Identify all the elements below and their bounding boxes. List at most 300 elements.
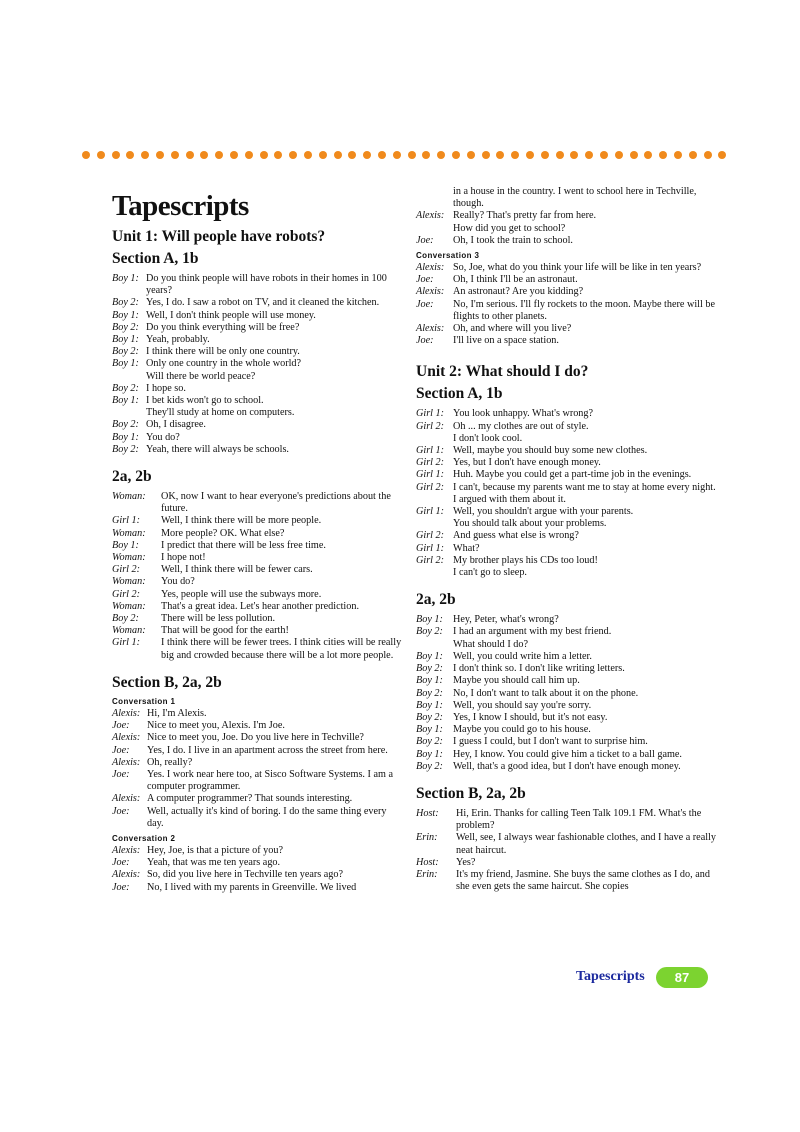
line-text: And guess what else is wrong?	[453, 530, 579, 542]
line-text: Well, that's a good idea, but I don't have enough money.	[453, 760, 681, 772]
line-text: Maybe you should call him up.	[453, 675, 580, 687]
speaker-label	[416, 186, 453, 210]
speaker-label: Alexis:	[112, 732, 141, 744]
line-text: Hi, I'm Alexis.	[147, 707, 207, 719]
orange-dot	[334, 151, 342, 159]
line-text: That's a great idea. Let's hear another prediction.	[161, 600, 359, 612]
dialogue-line	[416, 675, 716, 687]
speaker-label: Boy 1:	[416, 650, 443, 662]
line-text: Oh, I think I'll be an astronaut.	[453, 274, 578, 286]
dialogue-line	[112, 334, 404, 346]
dialogue-block	[112, 845, 404, 894]
line-text: An astronaut? Are you kidding?	[453, 286, 584, 298]
page-title: Tapescripts	[112, 190, 249, 222]
speaker-label: Joe:	[416, 274, 434, 286]
speaker-label: Alexis:	[112, 793, 141, 805]
line-text: Oh, I took the train to school.	[453, 234, 573, 246]
orange-dot	[274, 151, 282, 159]
dialogue-line	[416, 482, 716, 506]
dialogue-line	[112, 273, 404, 297]
speaker-label	[416, 639, 453, 651]
line-text: I don't think so. I don't like writing letters.	[453, 663, 625, 675]
speaker-label: Joe:	[112, 768, 130, 780]
line-text: in a house in the country. I went to school here in Techville, though.	[453, 186, 697, 210]
dialogue-line	[416, 614, 716, 626]
unit2-title: Unit 2: What should I do?	[416, 363, 589, 381]
line-text: Maybe you could go to his house.	[453, 724, 591, 736]
orange-dot	[112, 151, 120, 159]
dialogue-line	[416, 626, 716, 638]
orange-dot	[659, 151, 667, 159]
line-text: Well, maybe you should buy some new clothes.	[453, 445, 648, 457]
speaker-label: Boy 2:	[416, 626, 443, 638]
dialogue-line	[112, 793, 404, 805]
dialogue-line	[416, 421, 716, 433]
line-text: I don't look cool.	[453, 432, 523, 444]
line-text: There will be less pollution.	[161, 613, 276, 625]
dialogue-line	[416, 518, 716, 530]
speaker-label: Boy 1:	[416, 614, 443, 626]
orange-dot	[200, 151, 208, 159]
dialogue-line	[112, 528, 404, 540]
orange-dot	[541, 151, 549, 159]
speaker-label: Joe:	[112, 857, 130, 869]
speaker-label: Alexis:	[416, 262, 445, 274]
dialogue-line	[416, 639, 716, 651]
orange-dot	[437, 151, 445, 159]
dialogue-line	[416, 323, 716, 335]
orange-dot	[82, 151, 90, 159]
orange-dot	[245, 151, 253, 159]
dialogue-line	[112, 564, 404, 576]
speaker-label: Boy 1:	[416, 724, 443, 736]
line-text: You do?	[161, 576, 195, 588]
line-text: Well, you could write him a letter.	[453, 650, 592, 662]
speaker-label	[112, 371, 146, 383]
dialogue-line	[416, 663, 716, 675]
line-text: I had an argument with my best friend.	[453, 626, 612, 638]
dialogue-line	[416, 543, 716, 555]
dialogue-line	[416, 700, 716, 712]
speaker-label: Boy 1:	[416, 675, 443, 687]
line-text: Well, I think there will be fewer cars.	[161, 564, 313, 576]
line-text: I can't, because my parents want me to stay at home every night. I argued with them about it.	[453, 481, 716, 505]
line-text: You look unhappy. What's wrong?	[453, 408, 594, 420]
dialogue-line	[416, 262, 716, 274]
dialogue-line	[112, 589, 404, 601]
speaker-label: Girl 1:	[416, 506, 445, 518]
dialogue-line	[112, 757, 404, 769]
dialogue-line	[112, 346, 404, 358]
dialogue-line	[112, 383, 404, 395]
dialogue-line	[112, 419, 404, 431]
dialogue-block	[416, 186, 716, 247]
orange-dot	[496, 151, 504, 159]
unit2-2a2b-title: 2a, 2b	[416, 591, 456, 609]
speaker-label: Girl 2:	[416, 420, 445, 432]
orange-dot	[260, 151, 268, 159]
line-text: Well, I don't think people will use money.	[146, 309, 316, 321]
speaker-label: Alexis:	[416, 210, 445, 222]
speaker-label: Joe:	[112, 720, 130, 732]
dialogue-line	[112, 310, 404, 322]
speaker-label: Boy 2:	[112, 382, 139, 394]
speaker-label: Boy 1:	[112, 539, 139, 551]
line-text: Will there be world peace?	[146, 370, 256, 382]
line-text: Do you think people will have robots in their homes in 100 years?	[146, 273, 387, 297]
dialogue-line	[112, 432, 404, 444]
speaker-label: Girl 1:	[112, 515, 141, 527]
unit2-section-a-1b-title: Section A, 1b	[416, 385, 503, 403]
dialogue-line	[112, 576, 404, 588]
dialogue-line	[112, 297, 404, 309]
line-text: I think there will be fewer trees. I think cities will be really big and crowded because there will be a lot more people.	[161, 637, 402, 661]
orange-dot	[378, 151, 386, 159]
line-text: I predict that there will be less free time.	[161, 539, 326, 551]
dialogue-line	[112, 540, 404, 552]
line-text: No, I don't want to talk about it on the phone.	[453, 687, 639, 699]
speaker-label: Woman:	[112, 552, 146, 564]
conversation-2-title: Conversation 2	[112, 833, 176, 843]
orange-dot	[304, 151, 312, 159]
line-text: Yes, but I don't have enough money.	[453, 457, 601, 469]
speaker-label: Boy 1:	[112, 395, 139, 407]
orange-dot	[600, 151, 608, 159]
unit1-section-a-1b-title: Section A, 1b	[112, 250, 199, 267]
dialogue-line	[112, 371, 404, 383]
line-text: How did you get to school?	[453, 222, 566, 234]
line-text: Well, you should say you're sorry.	[453, 699, 592, 711]
speaker-label: Joe:	[112, 805, 130, 817]
speaker-label: Boy 1:	[112, 358, 139, 370]
dialogue-line	[112, 395, 404, 407]
line-text: Hey, Peter, what's wrong?	[453, 614, 559, 626]
dialogue-line	[112, 732, 404, 744]
dialogue-block	[112, 273, 404, 456]
dialogue-line	[416, 274, 716, 286]
orange-dot	[319, 151, 327, 159]
orange-dot	[511, 151, 519, 159]
dialogue-line	[416, 457, 716, 469]
speaker-label: Boy 2:	[112, 346, 139, 358]
dialogue-line	[416, 445, 716, 457]
speaker-label: Alexis:	[112, 756, 141, 768]
speaker-label: Alexis:	[112, 869, 141, 881]
dialogue-line	[416, 335, 716, 347]
speaker-label: Woman:	[112, 491, 146, 503]
orange-dot	[393, 151, 401, 159]
dialogue-block	[416, 262, 716, 347]
unit1-section-b-title: Section B, 2a, 2b	[112, 673, 222, 691]
dialogue-line	[416, 712, 716, 724]
unit2-section-b-title: Section B, 2a, 2b	[416, 784, 526, 802]
line-text: I'll live on a space station.	[453, 335, 559, 347]
line-text: No, I lived with my parents in Greenville. We lived	[147, 881, 357, 893]
orange-dot	[585, 151, 593, 159]
orange-dot	[556, 151, 564, 159]
orange-dot	[526, 151, 534, 159]
dialogue-line	[416, 469, 716, 481]
speaker-label: Boy 1:	[112, 273, 139, 284]
line-text: OK, now I want to hear everyone's predictions about the future.	[161, 491, 391, 515]
orange-dot	[97, 151, 105, 159]
speaker-label: Alexis:	[112, 707, 141, 719]
speaker-label: Woman:	[112, 576, 146, 588]
dialogue-line	[112, 769, 404, 793]
line-text: What?	[453, 542, 480, 554]
dialogue-line	[416, 651, 716, 663]
speaker-label: Boy 1:	[112, 334, 139, 346]
line-text: I hope so.	[146, 382, 186, 394]
line-text: You should talk about your problems.	[453, 518, 607, 530]
dialogue-line	[416, 808, 716, 832]
orange-dot	[289, 151, 297, 159]
unit1-2a2b-title: 2a, 2b	[112, 468, 152, 486]
dialogue-line	[112, 552, 404, 564]
dialogue-line	[416, 832, 716, 856]
orange-dot	[718, 151, 726, 159]
line-text: I think there will be only one country.	[146, 346, 300, 358]
line-text: Only one country in the whole world?	[146, 358, 302, 370]
dialogue-line	[112, 637, 404, 661]
speaker-label: Girl 2:	[416, 457, 445, 469]
orange-dot	[156, 151, 164, 159]
dialogue-line	[416, 857, 716, 869]
line-text: Oh, I disagree.	[146, 419, 206, 431]
speaker-label: Girl 1:	[112, 637, 141, 649]
line-text: That will be good for the earth!	[161, 625, 289, 637]
line-text: I hope not!	[161, 552, 206, 564]
line-text: Yes, people will use the subways more.	[161, 588, 322, 600]
speaker-label: Girl 2:	[416, 554, 445, 566]
line-text: Yes, I do. I live in an apartment across the street from here.	[147, 744, 388, 756]
speaker-label: Erin:	[416, 868, 438, 880]
speaker-label: Boy 2:	[416, 711, 443, 723]
line-text: Do you think everything will be free?	[146, 321, 300, 333]
dialogue-block	[416, 408, 716, 579]
speaker-label: Girl 2:	[112, 564, 141, 576]
dialogue-line	[112, 358, 404, 370]
line-text: My brother plays his CDs too loud!	[453, 554, 598, 566]
dialogue-line	[112, 601, 404, 613]
line-text: Really? That's pretty far from here.	[453, 210, 597, 222]
line-text: I bet kids won't go to school.	[146, 395, 264, 407]
speaker-label	[416, 567, 453, 579]
dialogue-line	[112, 515, 404, 527]
orange-dot	[674, 151, 682, 159]
speaker-label: Alexis:	[416, 323, 445, 335]
line-text: It's my friend, Jasmine. She buys the same clothes as I do, and she even gets the same haircut. She copies	[456, 868, 710, 893]
orange-dot	[570, 151, 578, 159]
line-text: Hey, I know. You could give him a ticket to a ball game.	[453, 748, 682, 760]
dialogue-line	[416, 869, 716, 893]
line-text: Yes?	[456, 856, 476, 868]
line-text: Oh, really?	[147, 756, 193, 768]
speaker-label: Woman:	[112, 527, 146, 539]
speaker-label: Girl 2:	[112, 588, 141, 600]
speaker-label: Woman:	[112, 625, 146, 637]
speaker-label: Joe:	[112, 881, 130, 893]
dialogue-line	[416, 761, 716, 773]
line-text: Well, I think there will be more people.	[161, 515, 322, 527]
dialogue-line	[416, 688, 716, 700]
orange-dot	[644, 151, 652, 159]
dialogue-line	[416, 210, 716, 222]
orange-dot	[171, 151, 179, 159]
speaker-label	[416, 518, 453, 530]
speaker-label: Girl 2:	[416, 481, 445, 493]
dialogue-line	[416, 223, 716, 235]
speaker-label: Boy 2:	[416, 687, 443, 699]
speaker-label: Boy 1:	[416, 748, 443, 760]
speaker-label	[416, 433, 453, 445]
dialogue-line	[416, 555, 716, 567]
speaker-label: Boy 1:	[112, 309, 139, 321]
orange-dot	[630, 151, 638, 159]
dialogue-line	[416, 749, 716, 761]
orange-dot	[482, 151, 490, 159]
speaker-label: Alexis:	[112, 844, 141, 856]
dotted-divider	[82, 151, 728, 159]
speaker-label: Joe:	[416, 335, 434, 347]
dialogue-line	[112, 720, 404, 732]
footer-label: Tapescripts	[576, 969, 645, 984]
dialogue-line	[112, 745, 404, 757]
conversation-3-title: Conversation 3	[416, 251, 480, 261]
dialogue-line	[112, 444, 404, 456]
dialogue-line	[112, 857, 404, 869]
speaker-label: Joe:	[416, 298, 434, 310]
line-text: They'll study at home on computers.	[146, 407, 295, 419]
dialogue-line	[112, 491, 404, 515]
dialogue-block	[416, 614, 716, 773]
line-text: Yes, I know I should, but it's not easy.	[453, 711, 608, 723]
line-text: Yes. I work near here too, at Sisco Software Systems. I am a computer programmer.	[147, 768, 393, 793]
dialogue-line	[416, 736, 716, 748]
speaker-label: Boy 2:	[112, 297, 139, 309]
dialogue-line	[416, 299, 716, 323]
line-text: I guess I could, but I don't want to surprise him.	[453, 736, 648, 748]
speaker-label: Girl 1:	[416, 408, 445, 420]
dialogue-line	[112, 625, 404, 637]
page-number-badge: 87	[656, 967, 708, 988]
dialogue-line	[416, 286, 716, 298]
speaker-label: Boy 2:	[112, 613, 139, 625]
dialogue-line	[416, 408, 716, 420]
speaker-label: Joe:	[112, 744, 130, 756]
dialogue-line	[112, 869, 404, 881]
line-text: More people? OK. What else?	[161, 527, 285, 539]
dialogue-block	[416, 808, 716, 893]
orange-dot	[422, 151, 430, 159]
line-text: Hi, Erin. Thanks for calling Teen Talk 109.1 FM. What's the problem?	[456, 807, 702, 832]
dialogue-line	[416, 186, 716, 210]
right-column	[416, 186, 716, 893]
line-text: Oh, and where will you live?	[453, 323, 572, 335]
speaker-label: Alexis:	[416, 286, 445, 298]
dialogue-line	[416, 724, 716, 736]
dialogue-line	[416, 433, 716, 445]
line-text: No, I'm serious. I'll fly rockets to the moon. Maybe there will be flights to other planets.	[453, 298, 715, 322]
dialogue-line	[112, 882, 404, 894]
orange-dot	[126, 151, 134, 159]
line-text: What should I do?	[453, 638, 528, 650]
dialogue-block	[112, 708, 404, 830]
line-text: Well, see, I always wear fashionable clothes, and I have a really neat haircut.	[456, 832, 716, 856]
speaker-label: Boy 2:	[112, 321, 139, 333]
speaker-label: Host:	[416, 807, 439, 819]
dialogue-line	[112, 845, 404, 857]
speaker-label	[416, 223, 453, 235]
speaker-label: Boy 2:	[416, 760, 443, 772]
speaker-label: Boy 2:	[112, 419, 139, 431]
speaker-label: Girl 2:	[416, 530, 445, 542]
speaker-label: Boy 1:	[416, 699, 443, 711]
line-text: So, did you live here in Techville ten years ago?	[147, 869, 343, 881]
line-text: So, Joe, what do you think your life will be like in ten years?	[453, 262, 702, 274]
line-text: A computer programmer? That sounds interesting.	[147, 793, 353, 805]
dialogue-line	[416, 235, 716, 247]
conversation-1-title: Conversation 1	[112, 696, 176, 706]
orange-dot	[704, 151, 712, 159]
speaker-label: Boy 2:	[112, 443, 139, 455]
speaker-label: Boy 2:	[416, 663, 443, 675]
line-text: Yeah, there will always be schools.	[146, 443, 289, 455]
speaker-label	[112, 407, 146, 419]
line-text: Well, actually it's kind of boring. I do the same thing every day.	[147, 805, 387, 829]
speaker-label: Girl 1:	[416, 469, 445, 481]
speaker-label: Girl 1:	[416, 542, 445, 554]
speaker-label: Erin:	[416, 832, 438, 844]
unit1-title: Unit 1: Will people have robots?	[112, 228, 326, 245]
line-text: Nice to meet you, Alexis. I'm Joe.	[147, 720, 285, 732]
orange-dot	[230, 151, 238, 159]
orange-dot	[452, 151, 460, 159]
dialogue-line	[416, 567, 716, 579]
orange-dot	[689, 151, 697, 159]
orange-dot	[348, 151, 356, 159]
dialogue-line	[112, 407, 404, 419]
line-text: You do?	[146, 431, 180, 443]
dialogue-line	[112, 708, 404, 720]
speaker-label: Woman:	[112, 600, 146, 612]
orange-dot	[615, 151, 623, 159]
line-text: Yes, I do. I saw a robot on TV, and it cleaned the kitchen.	[146, 297, 380, 309]
orange-dot	[141, 151, 149, 159]
line-text: Yeah, probably.	[146, 334, 210, 346]
speaker-label: Joe:	[416, 234, 434, 246]
line-text: Oh ... my clothes are out of style.	[453, 420, 589, 432]
line-text: Nice to meet you, Joe. Do you live here in Techville?	[147, 732, 364, 744]
dialogue-line	[112, 322, 404, 334]
dialogue-line	[112, 806, 404, 830]
dialogue-block	[112, 491, 404, 662]
orange-dot	[186, 151, 194, 159]
left-column	[112, 190, 404, 894]
orange-dot	[215, 151, 223, 159]
line-text: I can't go to sleep.	[453, 567, 527, 579]
line-text: Yeah, that was me ten years ago.	[147, 857, 281, 869]
orange-dot	[467, 151, 475, 159]
line-text: Hey, Joe, is that a picture of you?	[147, 844, 283, 856]
speaker-label: Girl 1:	[416, 445, 445, 457]
speaker-label: Boy 2:	[416, 736, 443, 748]
speaker-label: Boy 1:	[112, 431, 139, 443]
dialogue-line	[416, 506, 716, 518]
dialogue-line	[416, 530, 716, 542]
dialogue-line	[112, 613, 404, 625]
speaker-label: Host:	[416, 856, 439, 868]
